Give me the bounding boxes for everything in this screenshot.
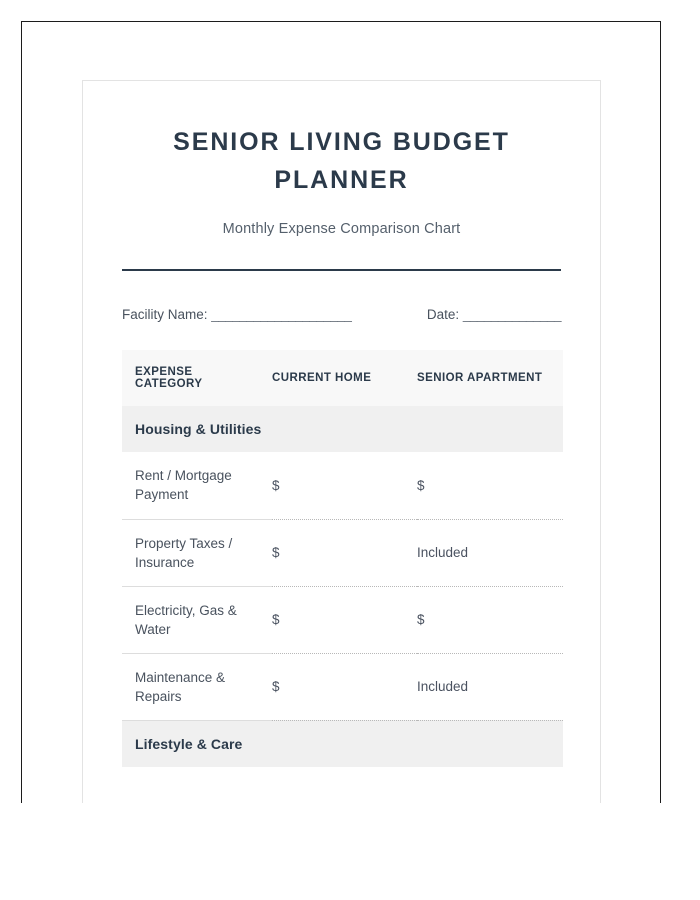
meta-fields [122, 307, 561, 322]
facility-name-input[interactable]: ____________________ [211, 307, 352, 322]
senior-apartment-cell[interactable]: $ [417, 452, 563, 519]
senior-apartment-cell[interactable]: $ [417, 586, 563, 653]
table-row [122, 586, 563, 653]
expense-category-cell: Rent / Mortgage Payment [122, 452, 272, 519]
section-title: Housing & Utilities [122, 406, 563, 452]
column-header-senior-apartment: SENIOR APARTMENT [417, 350, 563, 406]
table-body [122, 406, 563, 767]
senior-apartment-cell[interactable]: Included [417, 519, 563, 586]
table-row [122, 519, 563, 586]
date-input[interactable]: ______________ [462, 307, 561, 322]
current-home-cell[interactable]: $ [272, 653, 417, 720]
expense-category-cell: Electricity, Gas & Water [122, 586, 272, 653]
current-home-cell[interactable]: $ [272, 452, 417, 519]
page-subtitle: Monthly Expense Comparison Chart [222, 221, 461, 237]
date-field[interactable] [427, 307, 561, 322]
date-label: Date: [426, 307, 460, 322]
facility-name-field[interactable] [122, 307, 351, 322]
table-section-header-row [122, 720, 563, 767]
title-divider [122, 269, 561, 271]
current-home-cell[interactable]: $ [272, 586, 417, 653]
table-header-row [122, 350, 563, 406]
page-frame [21, 21, 661, 803]
document-card [82, 80, 601, 803]
table-header [122, 350, 563, 406]
table-section-header-row [122, 406, 563, 452]
page-title: SENIOR LIVING BUDGET PLANNER [173, 128, 510, 194]
expense-category-cell: Maintenance & Repairs [122, 653, 272, 720]
expense-category-cell: Property Taxes / Insurance [122, 519, 272, 586]
budget-table [122, 350, 563, 767]
senior-apartment-cell[interactable]: Included [417, 653, 563, 720]
table-row [122, 653, 563, 720]
section-title: Lifestyle & Care [122, 720, 563, 767]
current-home-cell[interactable]: $ [272, 519, 417, 586]
facility-name-label: Facility Name: [122, 307, 208, 322]
table-row [122, 452, 563, 519]
column-header-current-home: CURRENT HOME [272, 350, 417, 406]
column-header-expense-category: EXPENSE CATEGORY [122, 350, 272, 406]
